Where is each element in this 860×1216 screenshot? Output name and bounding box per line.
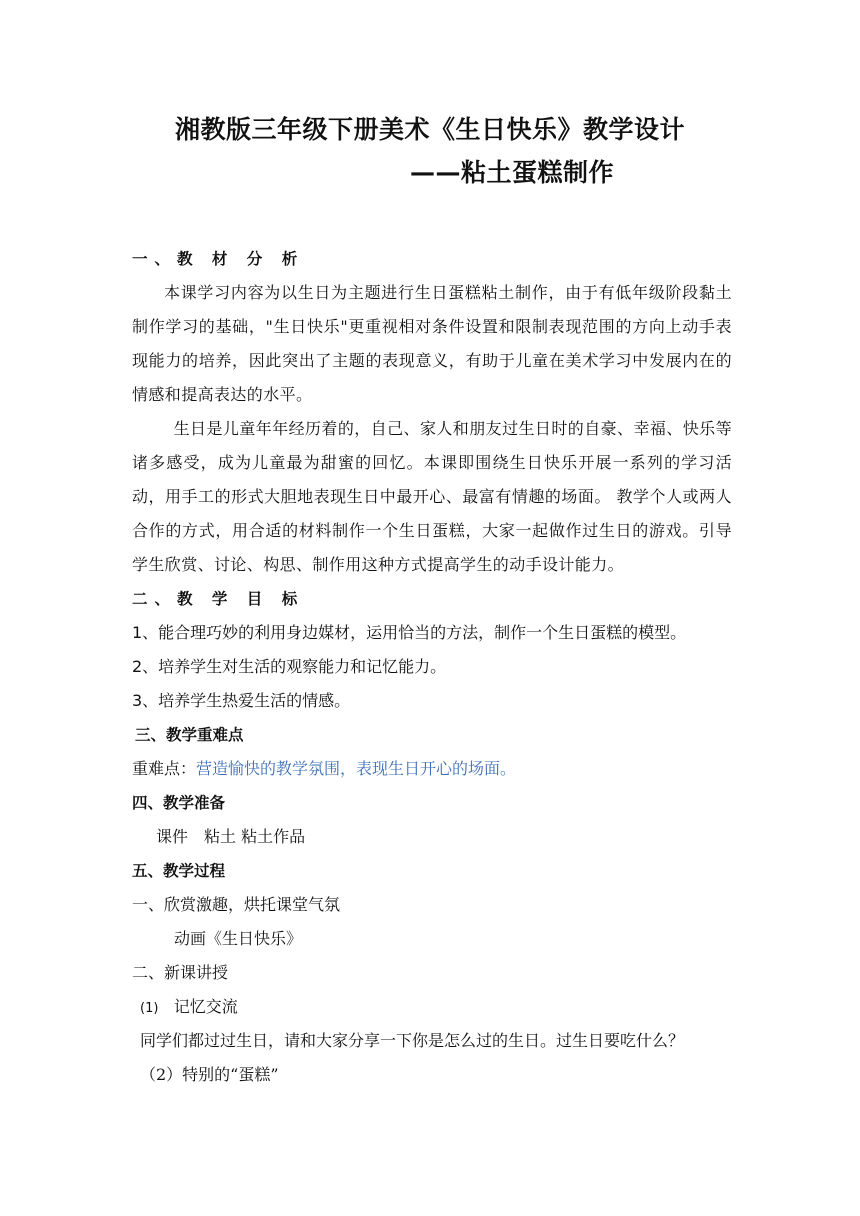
goal-item-3: 3、培养学生热爱生活的情感。 — [132, 691, 351, 710]
keypoints-line — [132, 752, 732, 786]
section-heading-keypoints: 三、教学重难点 — [135, 726, 244, 744]
goal-item-2: 2、培养学生对生活的观察能力和记忆能力。 — [132, 657, 447, 676]
paragraph-materials-1: 本课学习内容为以生日为主题进行生日蛋糕粘土制作，由于有低年级阶段黏土制作学习的基础，"生日快乐"更重视相对条件设置和限制表现范围的方向上动手表现能力的培养，因此突出了主题的表现意义，有助于儿童在美术学习中发展内在的情感和提高表达的水平。 — [132, 283, 732, 404]
process-step-1-detail: 动画《生日快乐》 — [174, 929, 303, 948]
process-step-2: 二、新课讲授 — [132, 963, 229, 982]
document-body — [132, 242, 732, 1092]
process-substep-1-detail: 同学们都过过生日，请和大家分享一下你是怎么过的生日。过生日要吃什么？ — [140, 1031, 685, 1050]
section-heading-materials: 一、教 材 分 析 — [132, 250, 305, 268]
goal-item-1: 1、能合理巧妙的利用身边媒材，运用恰当的方法，制作一个生日蛋糕的模型。 — [132, 623, 687, 642]
process-substep-1-number: (1) — [140, 1001, 159, 1016]
process-substep-2: （2）特别的“蛋糕” — [140, 1065, 279, 1084]
section-heading-process: 五、教学过程 — [132, 862, 226, 880]
process-step-1: 一、欣赏激趣，烘托课堂气氛 — [132, 895, 341, 914]
process-substep-1-text: 记忆交流 — [173, 997, 238, 1016]
keypoints-label: 重难点： — [132, 759, 197, 778]
section-heading-preparation: 四、教学准备 — [132, 794, 226, 812]
process-substep-1 — [132, 990, 732, 1024]
section-heading-goals: 二、教 学 目 标 — [132, 590, 305, 608]
paragraph-materials-2: 生日是儿童年年经历着的，自己、家人和朋友过生日时的自豪、幸福、快乐等诸多感受，成为儿童最为甜蜜的回忆。本课即围绕生日快乐开展一系列的学习活动，用手工的形式大胆地表现生日中最开心、最富有情趣的场面。 教学个人或两人合作的方式，用合适的材料制作一个生日蛋糕，大家一起做作过生日的游戏。引导学生欣赏、讨论、构思、制作用这种方式提高学生的动手设计能力。 — [132, 419, 732, 574]
preparation-text: 课件 粘土 粘土作品 — [156, 827, 306, 846]
document-title: 湘教版三年级下册美术《生日快乐》教学设计 — [174, 115, 685, 144]
document-subtitle: ——粘土蛋糕制作 — [410, 158, 615, 187]
keypoints-text: 营造愉快的教学氛围，表现生日开心的场面。 — [196, 759, 517, 778]
